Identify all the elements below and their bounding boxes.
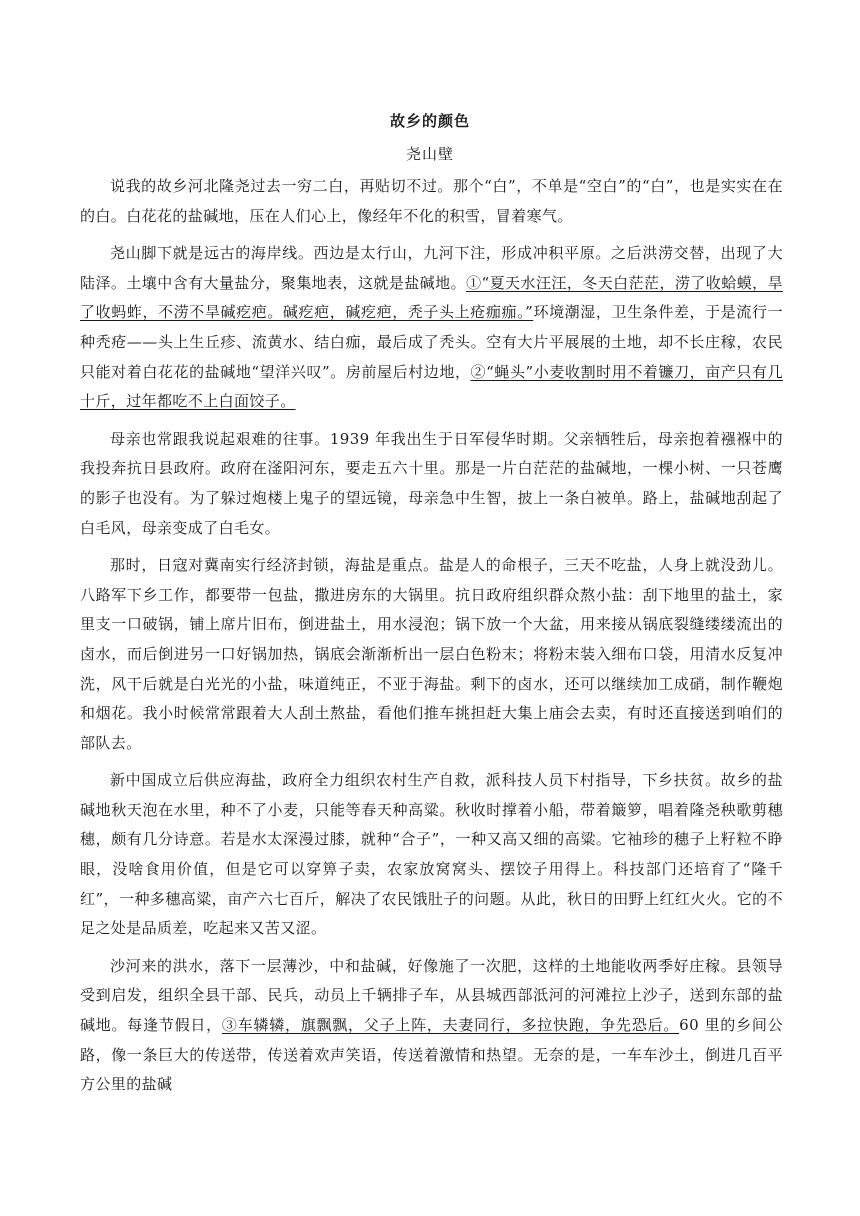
text-run: 沙河来的洪水，落下一层薄沙，中和盐碱，好像施了一次肥，这样的土地能收两季好庄稼。县领导受到启发，组织全县干部、民兵，动员上千辆排子车，从县城西部泜河的河滩拉上沙子，送到东部的盐碱地。每逢节假日， xyxy=(80,956,783,1035)
article-body xyxy=(80,172,783,1108)
text-run: 尧山脚下就是远古的海岸线。西边是太行山，九河下注，形成冲积平原。之后洪涝交替，出现了大陆泽。土壤中含有大量盐分，聚集地表，这就是盐碱地。 xyxy=(80,244,783,292)
text-run: 母亲也常跟我说起艰难的往事。1939 年我出生于日军侵华时期。父亲牺牲后，母亲抱着襁褓中的我投奔抗日县政府。政府在滏阳河东，要走五六十里。那是一片白茫茫的盐碱地，一棵小树、一只苍鹰的影子也没有。为了躲过炮楼上鬼子的望远镜，母亲急中生智，披上一条白被单。路上，盐碱地刮起了白毛风，母亲变成了白毛女。 xyxy=(80,429,783,537)
article-title: 故乡的颜色 xyxy=(389,112,470,130)
paragraph xyxy=(80,952,783,1100)
paragraph xyxy=(80,172,783,231)
underlined-sentence: ①“夏天水汪汪，冬天白茫茫，涝了收蛤蟆，旱了收蚂蚱，不涝不旱碱疙疤。碱疙疤，碱疙疤，秃子头上疮痂痂。” xyxy=(80,273,783,322)
paragraph xyxy=(80,766,783,944)
article-author: 尧山壁 xyxy=(405,145,454,163)
paragraph xyxy=(80,239,783,417)
underlined-sentence: ③车辚辚，旗飘飘，父子上阵，夫妻同行，多拉快跑，争先恐后。 xyxy=(221,1016,680,1035)
paragraph xyxy=(80,551,783,758)
text-run: 新中国成立后供应海盐，政府全力组织农村生产自救，派科技人员下村指导，下乡扶贫。故乡的盐碱地秋天泡在水里，种不了小麦，只能等春天种高粱。秋收时撑着小船，带着簸箩，唱着隆尧秧歌剪穗穗，颇有几分诗意。若是水太深漫过膝，就种“合子”，一种又高又细的高粱。它袖珍的穗子上籽粒不睁眼，没啥食用价值，但是它可以穿箅子卖，农家放窝窝头、摆饺子用得上。科技部门还培育了“隆千红”，一种多穗高粱，亩产六七百斤，解决了农民饿肚子的问题。从此，秋日的田野上红红火火。它的不足之处是品质差，吃起来又苦又涩。 xyxy=(80,771,783,938)
text-run: 说我的故乡河北隆尧过去一穷二白，再贴切不过。那个“白”，不单是“空白”的“白”，也是实实在在的白。白花花的盐碱地，压在人们心上，像经年不化的积雪，冒着寒气。 xyxy=(80,177,783,225)
underlined-sentence: ②“蝇头”小麦收割时用不着镰刀，亩产只有几十斤，过年都吃不上白面饺子。 xyxy=(80,362,783,411)
text-run: 60 里的乡间公路，像一条巨大的传送带，传送着欢声笑语，传送着激情和热望。无奈的是，一车车沙土，倒进几百平方公里的盐碱 xyxy=(80,1016,784,1094)
text-run: 那时，日寇对冀南实行经济封锁，海盐是重点。盐是人的命根子，三天不吃盐，人身上就没劲儿。八路军下乡工作，都要带一包盐，撒进房东的大锅里。抗日政府组织群众熬小盐：刮下地里的盐土，家里支一口破锅，铺上席片旧布，倒进盐土，用水浸泡；锅下放一个大盆，用来接从锅底裂缝缕缕流出的卤水，而后倒进另一口好锅加热，锅底会渐渐析出一层白色粉末；将粉末装入细布口袋，用清水反复冲洗，风干后就是白光光的小盐，味道纯正，不亚于海盐。剩下的卤水，还可以继续加工成硝，制作鞭炮和烟花。我小时候常常跟着大人刮土熬盐，看他们推车挑担赶大集上庙会去卖，有时还直接送到咱们的部队去。 xyxy=(80,556,783,752)
text-run: 环境潮湿，卫生条件差，于是流行一种秃疮——头上生丘疹、流黄水、结白痂，最后成了秃头。空有大片平展展的土地，却不长庄稼，农民只能对着白花花的盐碱地“望洋兴叹”。房前屋后村边地， xyxy=(80,303,784,381)
paragraph xyxy=(80,425,783,543)
